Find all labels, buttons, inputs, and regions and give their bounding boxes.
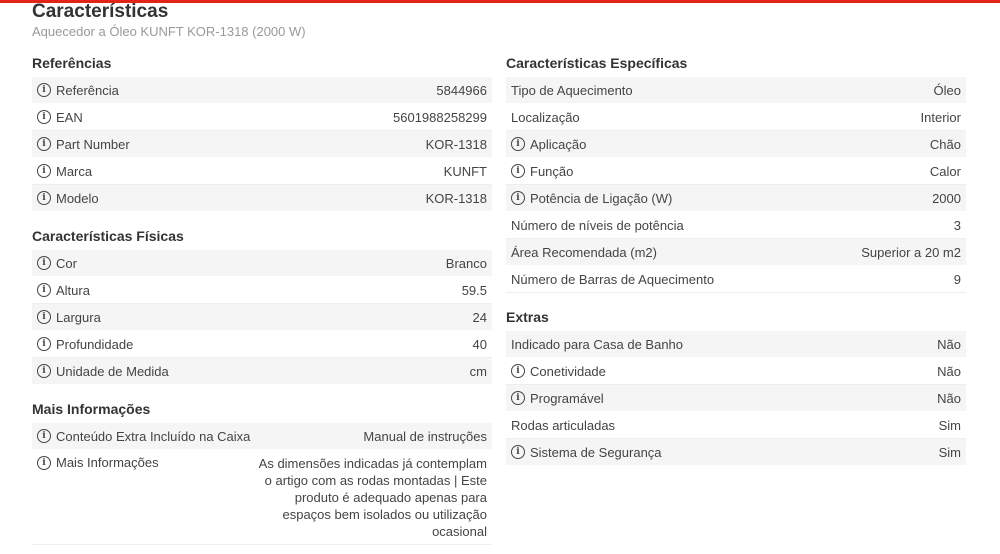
spec-value: 59.5	[461, 282, 487, 298]
section-title: Referências	[32, 55, 112, 71]
spec-label	[511, 164, 573, 179]
info-icon[interactable]: i	[37, 191, 51, 205]
spec-label-text: Rodas articuladas	[511, 417, 616, 433]
spec-row	[506, 385, 966, 412]
spec-row	[32, 358, 492, 385]
spec-row	[506, 239, 966, 266]
spec-label	[37, 283, 90, 298]
spec-label-text: Potência de Ligação (W)	[530, 190, 673, 206]
spec-label-text: Área Recomendada (m2)	[511, 244, 657, 260]
info-icon[interactable]: i	[37, 429, 51, 443]
section-title: Extras	[506, 309, 549, 325]
spec-label-text: Referência	[56, 82, 119, 98]
spec-row	[506, 77, 966, 104]
spec-label	[37, 164, 92, 179]
spec-table	[506, 77, 966, 293]
spec-row	[32, 158, 492, 185]
page-subtitle: Aquecedor a Óleo KUNFT KOR-1318 (2000 W)	[32, 24, 306, 39]
spec-label-text: Localização	[511, 109, 580, 125]
spec-row	[32, 250, 492, 277]
info-icon[interactable]: i	[37, 456, 51, 470]
spec-label-text: Tipo de Aquecimento	[511, 82, 633, 98]
spec-row	[506, 104, 966, 131]
page-title: Características	[32, 1, 169, 22]
spec-row	[506, 331, 966, 358]
spec-label-text: Conteúdo Extra Incluído na Caixa	[56, 428, 251, 444]
spec-value: Sim	[938, 444, 961, 460]
spec-label-text: Modelo	[56, 190, 99, 206]
spec-table	[32, 77, 492, 212]
info-icon[interactable]: i	[37, 83, 51, 97]
spec-label	[511, 83, 633, 98]
spec-row	[506, 185, 966, 212]
info-icon[interactable]: i	[511, 391, 525, 405]
spec-label	[37, 191, 99, 206]
spec-value: KUNFT	[443, 163, 487, 179]
spec-label-text: Sistema de Segurança	[530, 444, 662, 460]
spec-label-text: Programável	[530, 390, 604, 406]
section-fisicas	[32, 222, 492, 385]
spec-value: As dimensões indicadas já contemplam o artigo com as rodas montadas | Este produto é adequado apenas para espaços bem isolados ou utilização ocasional	[258, 456, 487, 539]
spec-label-text: EAN	[56, 109, 83, 125]
spec-value: KOR-1318	[425, 136, 487, 152]
info-icon[interactable]: i	[37, 364, 51, 378]
left-column	[32, 49, 492, 545]
spec-value: 2000	[932, 190, 961, 206]
spec-row	[32, 131, 492, 158]
spec-row	[32, 450, 492, 545]
info-icon[interactable]: i	[511, 445, 525, 459]
spec-label-text: Profundidade	[56, 336, 134, 352]
spec-label-text: Mais Informações	[56, 455, 159, 470]
spec-label	[511, 445, 662, 460]
spec-value: cm	[469, 363, 487, 379]
info-icon[interactable]: i	[37, 337, 51, 351]
spec-label	[511, 137, 586, 152]
spec-label	[37, 110, 83, 125]
spec-label	[511, 418, 615, 433]
spec-value: Não	[937, 390, 961, 406]
section-title: Características Físicas	[32, 228, 184, 244]
section-title: Mais Informações	[32, 401, 151, 417]
spec-label	[37, 429, 250, 444]
spec-value: Branco	[445, 255, 487, 271]
spec-label-text: Indicado para Casa de Banho	[511, 336, 684, 352]
spec-value: Não	[937, 363, 961, 379]
spec-value: Superior a 20 m2	[861, 244, 961, 260]
spec-value: Calor	[929, 163, 961, 179]
spec-label	[511, 364, 606, 379]
spec-label	[511, 391, 604, 406]
spec-value: 24	[472, 309, 487, 325]
spec-value: Manual de instruções	[363, 428, 487, 444]
info-icon[interactable]: i	[511, 191, 525, 205]
spec-label	[511, 272, 714, 287]
spec-label-text: Número de níveis de potência	[511, 217, 684, 233]
spec-row	[32, 304, 492, 331]
spec-value: 5601988258299	[393, 109, 487, 125]
spec-row	[32, 277, 492, 304]
info-icon[interactable]: i	[37, 310, 51, 324]
spec-label	[511, 191, 672, 206]
spec-label	[511, 110, 580, 125]
spec-row	[506, 358, 966, 385]
spec-label	[37, 364, 169, 379]
spec-value: KOR-1318	[425, 190, 487, 206]
spec-label-text: Marca	[56, 163, 93, 179]
spec-row	[506, 158, 966, 185]
spec-row	[506, 439, 966, 466]
spec-value: Sim	[938, 417, 961, 433]
spec-row	[506, 266, 966, 293]
spec-value: Interior	[920, 109, 961, 125]
spec-value: 9	[953, 271, 961, 287]
spec-table	[32, 250, 492, 385]
spec-value: 40	[472, 336, 487, 352]
spec-label-text: Unidade de Medida	[56, 363, 169, 379]
spec-value: Óleo	[933, 82, 961, 98]
spec-row	[32, 104, 492, 131]
info-icon[interactable]: i	[511, 364, 525, 378]
right-column	[506, 49, 966, 466]
spec-label	[37, 83, 119, 98]
spec-value: Não	[937, 336, 961, 352]
spec-label	[37, 137, 130, 152]
section-title: Características Específicas	[506, 55, 688, 71]
section-especificas	[506, 49, 966, 293]
info-icon[interactable]: i	[37, 164, 51, 178]
section-extras	[506, 303, 966, 466]
spec-label	[37, 256, 77, 271]
spec-row	[32, 77, 492, 104]
spec-label	[37, 310, 101, 325]
spec-label-text: Largura	[56, 309, 101, 325]
spec-label-text: Aplicação	[530, 136, 587, 152]
spec-label-text: Conetividade	[530, 363, 606, 379]
spec-label	[37, 337, 133, 352]
spec-label-text: Altura	[56, 282, 90, 298]
spec-row	[32, 423, 492, 450]
spec-label	[511, 245, 657, 260]
spec-row	[506, 212, 966, 239]
spec-value: 3	[953, 217, 961, 233]
spec-label	[37, 455, 159, 470]
spec-value: Chão	[929, 136, 961, 152]
spec-value: 5844966	[436, 82, 487, 98]
spec-row	[506, 412, 966, 439]
info-icon[interactable]: i	[511, 137, 525, 151]
spec-table	[32, 423, 492, 545]
info-icon[interactable]: i	[37, 110, 51, 124]
section-mais-informacoes	[32, 395, 492, 545]
spec-row	[506, 131, 966, 158]
spec-table	[506, 331, 966, 466]
info-icon[interactable]: i	[37, 283, 51, 297]
spec-row	[32, 331, 492, 358]
spec-row	[32, 185, 492, 212]
info-icon[interactable]: i	[37, 137, 51, 151]
spec-label-text: Função	[530, 163, 574, 179]
spec-label	[511, 337, 683, 352]
info-icon[interactable]: i	[37, 256, 51, 270]
spec-label-text: Número de Barras de Aquecimento	[511, 271, 715, 287]
info-icon[interactable]: i	[511, 164, 525, 178]
section-referencias	[32, 49, 492, 212]
spec-label	[511, 218, 684, 233]
spec-label-text: Cor	[56, 255, 77, 271]
spec-label-text: Part Number	[56, 136, 130, 152]
